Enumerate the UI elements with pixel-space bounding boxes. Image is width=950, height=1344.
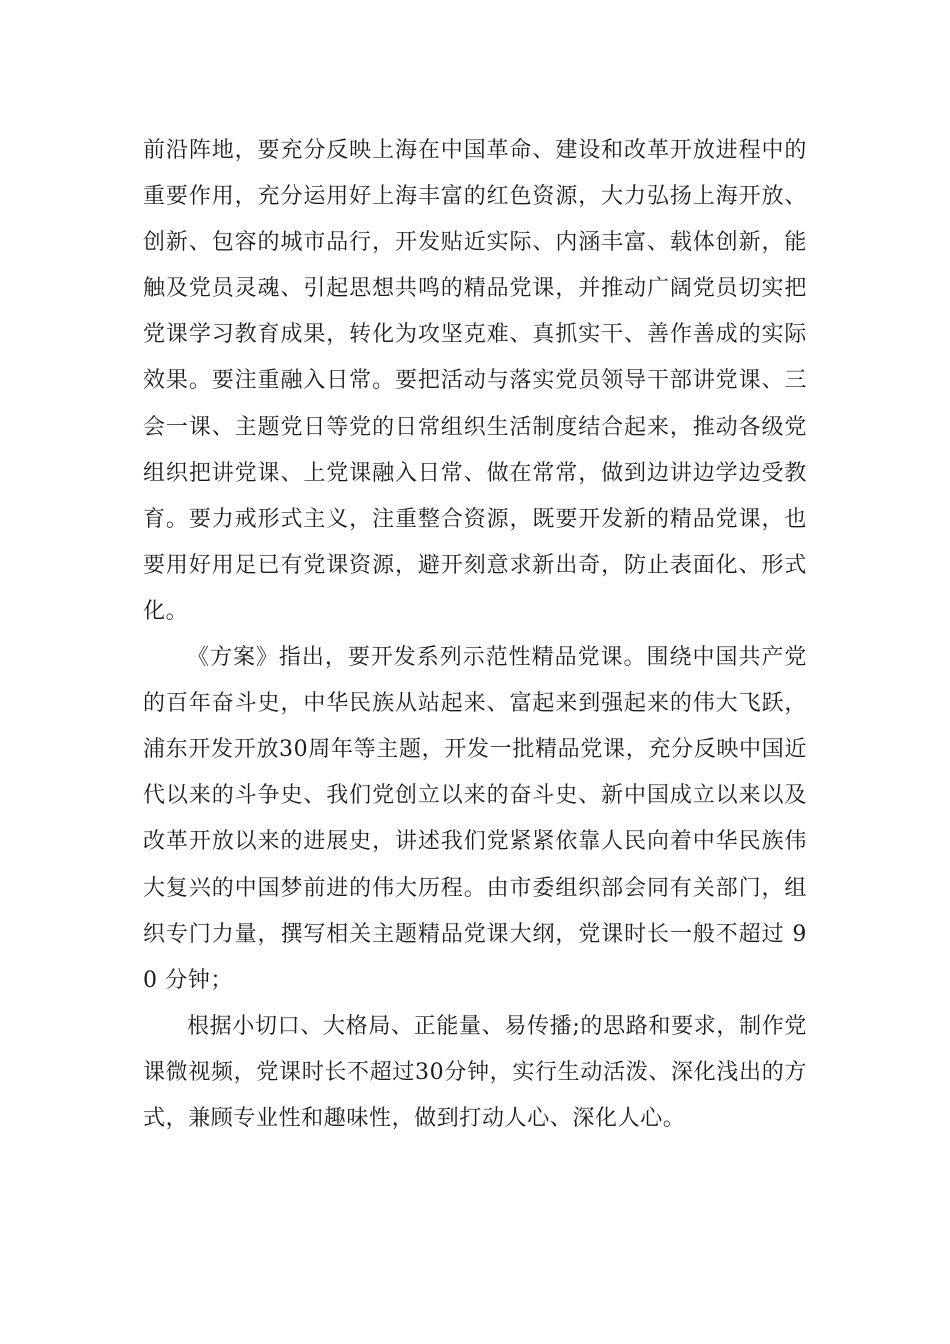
paragraph-plan: 《方案》指出，要开发系列示范性精品党课。围绕中国共产党的百年奋斗史，中华民族从站起来、富起来到强起来的伟大飞跃，浦东开发开放30周年等主题，开发一批精品党课，充分反映中国近代以来的斗争史、我们党创立以来的奋斗史、新中国成立以来以及改革开放以来的进展史，讲述我们党紧紧依靠人民向着中华民族伟大复兴的中国梦前进的伟大历程。由市委组织部会同有关部门，组织专门力量，撰写相关主题精品党课大纲，党课时长一般不超过 90 分钟； [143,645,807,993]
paragraph-continuation: 前沿阵地，要充分反映上海在中国革命、建设和改革开放进程中的重要作用，充分运用好上海丰富的红色资源，大力弘扬上海开放、创新、包容的城市品行，开发贴近实际、内涵丰富、载体创新，能触及党员灵魂、引起思想共鸣的精品党课，并推动广阔党员切实把党课学习教育成果，转化为攻坚克难、真抓实干、善作善成的实际效果。要注重融入日常。要把活动与落实党员领导干部讲党课、三会一课、主题党日等党的日常组织生活制度结合起来，推动各级党组织把讲党课、上党课融入日常、做在常常，做到边讲边学边受教育。要力戒形式主义，注重整合资源，既要开发新的精品党课，也要用好用足已有党课资源，避开刻意求新出奇，防止表面化、形式化。 [143,138,807,624]
document-body [143,128,807,1142]
paragraph-micro-video: 根据小切口、大格局、正能量、易传播;的思路和要求，制作党课微视频，党课时长不超过30分钟，实行生动活泼、深化浅出的方式，兼顾专业性和趣味性，做到打动人心、深化人心。 [143,1013,807,1131]
